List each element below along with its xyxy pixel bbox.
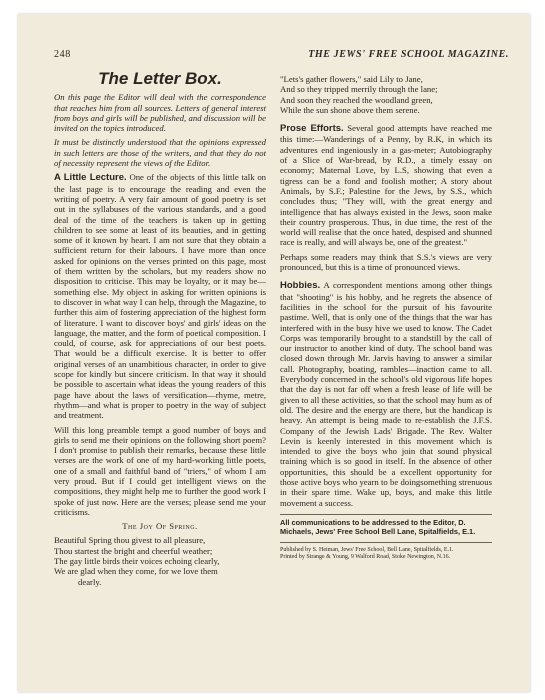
prose-paragraph	[280, 123, 492, 248]
left-column	[54, 69, 267, 587]
poem-line: dearly.	[78, 576, 102, 587]
poem-line: We are glad when they come, for we love them	[54, 566, 218, 577]
section-title: The Letter Box.	[98, 69, 222, 88]
lecture-paragraph	[54, 172, 266, 420]
right-column	[280, 74, 492, 561]
magazine-page	[18, 14, 530, 692]
poem-title: The Joy Of Spring.	[122, 521, 198, 532]
poem-line: And soon they reached the woodland green,	[280, 94, 433, 105]
printer-line: Printed by Strange & Young, 9 Walford Road, Stoke Newington, N.16.	[280, 554, 451, 561]
footer-divider	[280, 542, 492, 543]
prose-paragraph-2: Perhaps some readers may think that S.S.'s views are very pronounced, but this is a time of pronounced views.	[280, 251, 492, 273]
poem-line: The gay little birds their voices echoing clearly,	[54, 556, 220, 567]
lecture-heading: A Little Lecture.	[54, 172, 127, 184]
lecture-body: One of the objects of this little talk on the last page is to encourage the reading and even the writing of poetry. A very fair amount of good poetry is set out in the syllabuses of the various standards, and a good deal of the time of the teachers is taken up in getting children to see some at least of its beauties, and in getting some of it known by heart. I am not sure that they obtain a sufficient return for their labours. I have more than once asked for opinions on the verses printed on this page, most of them written by the scholars, but my readers show no disposition to criticise. This may be loyalty, or it may be—something else. My object in asking for written opinions is to discover in what way I can help, through the Magazine, to further this aim of fostering appreciation of the highest form of literature. I want to discover boys' and girls' ideas on the language, the matter, and the form of poetical composition. I could, of course, ask for appreciations of our best poets. That would be a difficult exercise. It is better to offer original verses of an unambitious character, in order to give scope for kindly but sincere criticism. In that way it should be possible to ascertain what ideas the young readers of this page have about the laws of versification—rhyme, metre, rhythm—and what is proper to poetry in the way of subject and treatment.	[54, 172, 267, 421]
lecture-paragraph-2: Will this long preamble tempt a good number of boys and girls to send me their opinions on the following short poem? I don't promise to publish their remarks, because these little verses are the work of one of my hard-working little poets, one of a small and faithful band of "triers," of whom I am very proud. But if I could get intelligent views on the compositions, they might help me to further the good work I spoke of just now. Here are the verses; please send me your criticisms.	[54, 424, 266, 517]
intro-paragraph: On this page the Editor will deal with the correspondence that reaches him from all sources. Letters of general interest from boys and girls will be published, and discussion will be invited on the topics introduced.	[54, 92, 266, 134]
magazine-title: THE JEWS' FREE SCHOOL MAGAZINE.	[308, 49, 509, 60]
poem-line: Thou startest the bright and cheerful weather;	[54, 545, 213, 556]
hobbies-body: A correspondent mentions among other things that "shooting" is his hobby, and he regrets the absence of facilities in the school for the pursuit of his favourite pastime. Well, that is only one of the things that the war has interfered with in the busy hive we used to know. The Cadet Corps was temporarily brought to a standstill by the call of our instructor to another kind of duty. The school band was closed down through Mr. Jarvis having to answer a similar call. Photography, boating, rambles—inaction came to all. Everybody concerned in the school's old vigorous life hopes that the day is not far off when a fresh lease of life will be given to all these activities, so that the school may hum as of old. The desire and the energy are there, but the handicap is heavy. An attempt is being made to re-establish the J.F.S. Company of the Jewish Lads' Brigade. The Rev. Walter Levin is keenly interested in this movement which is intended to give the boys who join that sound physical training which is so good in itself. In the absence of other opportunities, this should be a excellent opportunity for those active boys who yearn to be doingsomething strenuous in their spare time. Wake up, boys, and make this little movement a success.	[280, 280, 492, 508]
poem-stanza-2	[280, 74, 492, 115]
poem-stanza-1	[54, 535, 266, 586]
communications-notice: All communications to be addressed to the Editor, D. Michaels, Jews' Free School Bell Lane, Spitalfields, E.1.	[280, 517, 476, 536]
publisher-line: Published by S. Heiman, Jews' Free School, Bell Lane, Spitalfields, E.1.	[280, 546, 454, 553]
poem-line: Beautiful Spring thou givest to all pleasure,	[54, 535, 206, 546]
poem-line: And so they tripped merrily through the lane;	[280, 84, 438, 95]
poem-line: "Lets's gather flowers," said Lily to Jane,	[280, 74, 423, 84]
prose-body: Several good attempts have reached me this time:—Wanderings of a Penny, by R.K, in which its adventures end ingeniously in a gas-meter; Autobiography of a Slice of War-bread, by R.D., a timely essay on economy; Maternal Love, by L.S, showing that even a tigress can be a fond and foolish mother; A story about Animals, by S.F.; Palestine for the Jews, by S.S., which concludes thus; "They will, with the great energy and intelligence that has always existed in the Jews, soon make their country prosperous. Thus, in due time, the rest of the world will realise that the once hated, despised and shunned race is really, and will always be, one of the greatest."	[280, 123, 493, 248]
page-number: 248	[54, 49, 71, 60]
poem-line: While the sun shone above them serene.	[280, 104, 420, 115]
footer-divider	[280, 514, 492, 515]
disclaimer-paragraph: It must be distinctly understood that the opinions expressed in such letters are those of the writers, and that they do not of necessity represent the views of the Editor.	[54, 137, 266, 169]
hobbies-paragraph	[280, 280, 492, 508]
prose-heading: Prose Efforts.	[280, 123, 344, 135]
hobbies-heading: Hobbies.	[280, 280, 321, 292]
